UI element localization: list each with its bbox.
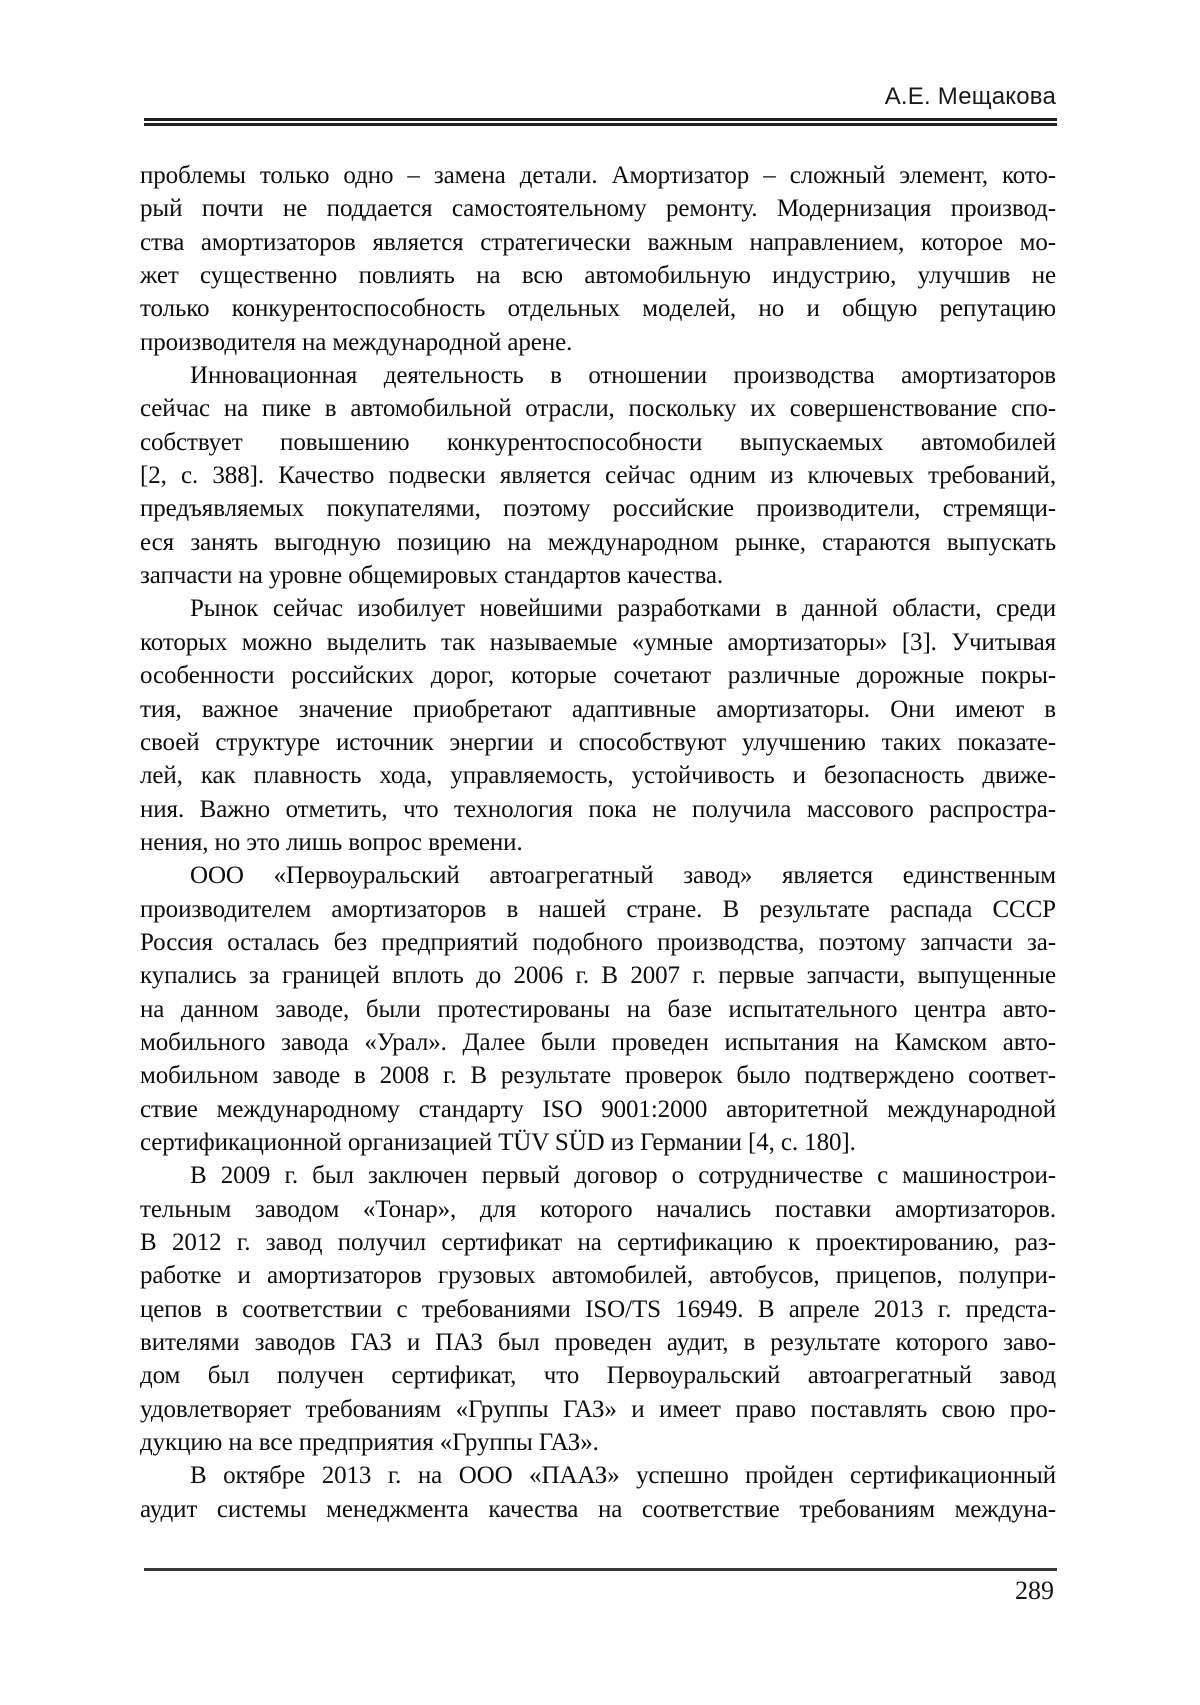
paragraph [140, 859, 1056, 1159]
text-line: рый почти не поддается самостоятельному ремонту. Модернизация производ- [140, 195, 1056, 223]
page-header [140, 84, 1056, 110]
text-line: мобильного завода «Урал». Далее были проведен испытания на Камском авто- [140, 1028, 1056, 1056]
text-line: жет существенно повлиять на всю автомобильную индустрию, улучшив не [140, 262, 1056, 290]
text-line: производителя на международной арене. [140, 328, 573, 356]
text-line: которых можно выделить так называемые «умные амортизаторы» [3]. Учитывая [140, 628, 1056, 656]
text-line: ства амортизаторов является стратегически важным направлением, которое мо- [140, 228, 1056, 256]
text-line: еся занять выгодную позицию на международном рынке, стараются выпускать [140, 528, 1056, 556]
paragraph [140, 1459, 1056, 1526]
text-line: Рынок сейчас изобилует новейшими разработками в данной области, среди [190, 595, 1056, 623]
text-line: особенности российских дорог, которые сочетают различные дорожные покры- [140, 662, 1056, 690]
text-line: В октябре 2013 г. на ООО «ПААЗ» успешно пройден сертификационный [190, 1462, 1056, 1490]
text-line: [2, с. 388]. Качество подвески является сейчас одним из ключевых требований, [140, 462, 1056, 490]
text-line: сейчас на пике в автомобильной отрасли, поскольку их совершенствование спо- [140, 395, 1056, 423]
text-line: вителями заводов ГАЗ и ПАЗ был проведен аудит, в результате которого заво- [140, 1329, 1056, 1357]
author-name: А.Е. Мещакова [884, 83, 1056, 110]
text-line: удовлетворяет требованиям «Группы ГАЗ» и имеет право поставлять свою про- [140, 1395, 1056, 1423]
text-line: предъявляемых покупателями, поэтому российские производители, стремящи- [140, 495, 1056, 523]
text-line: собствует повышению конкурентоспособности выпускаемых автомобилей [140, 428, 1056, 456]
text-line: В 2009 г. был заключен первый договор о сотрудничестве с машинострои- [190, 1162, 1056, 1190]
text-line: производителем амортизаторов в нашей стране. В результате распада СССР [140, 895, 1056, 923]
text-line: дом был получен сертификат, что Первоуральский автоагрегатный завод [140, 1362, 1056, 1390]
text-line: ния. Важно отметить, что технология пока не получила массового распростра- [140, 795, 1056, 823]
text-line: ствие международному стандарту ISO 9001:2000 авторитетной международной [140, 1095, 1056, 1123]
text-line: лей, как плавность хода, управляемость, устойчивость и безопасность движе- [140, 762, 1056, 790]
body-text [140, 159, 1056, 1526]
footer-rule [144, 1568, 1057, 1571]
text-line: купались за границей вплоть до 2006 г. В 2007 г. первые запчасти, выпущенные [140, 962, 1056, 990]
text-line: мобильном заводе в 2008 г. В результате проверок было подтверждено соответ- [140, 1062, 1056, 1090]
page-number: 289 [1015, 1576, 1054, 1605]
text-line: Инновационная деятельность в отношении производства амортизаторов [190, 362, 1056, 390]
text-line: проблемы только одно – замена детали. Амортизатор – сложный элемент, кото- [140, 162, 1056, 189]
paragraph [140, 1159, 1056, 1459]
text-line: запчасти на уровне общемировых стандартов качества. [140, 562, 724, 590]
paragraph [140, 359, 1056, 592]
text-line: сертификационной организацией TÜV SÜD из Германии [4, с. 180]. [140, 1128, 856, 1156]
text-line: В 2012 г. завод получил сертификат на сертификацию к проектированию, раз- [140, 1229, 1056, 1256]
text-line: только конкурентоспособность отдельных моделей, но и общую репутацию [140, 295, 1056, 323]
text-line: аудит системы менеджмента качества на соответствие требованиям междуна- [140, 1495, 1056, 1523]
text-line: цепов в соответствии с требованиями ISO/TS 16949. В апреле 2013 г. предста- [140, 1295, 1056, 1323]
paragraph [140, 159, 1056, 359]
paragraph [140, 592, 1056, 859]
text-line: тельным заводом «Тонар», для которого начались поставки амортизаторов. [140, 1195, 1056, 1223]
text-line: нения, но это лишь вопрос времени. [140, 828, 523, 856]
text-line: своей структуре источник энергии и способствуют улучшению таких показате- [140, 728, 1056, 756]
text-line: Россия осталась без предприятий подобного производства, поэтому запчасти за- [140, 928, 1056, 956]
text-line: дукцию на все предприятия «Группы ГАЗ». [140, 1429, 599, 1457]
text-line: на данном заводе, были протестированы на базе испытательного центра авто- [140, 995, 1056, 1023]
header-rule [144, 118, 1057, 126]
text-line: работке и амортизаторов грузовых автомобилей, автобусов, прицепов, полупри- [140, 1262, 1056, 1290]
text-line: ООО «Первоуральский автоагрегатный завод» является единственным [190, 862, 1056, 890]
text-line: тия, важное значение приобретают адаптивные амортизаторы. Они имеют в [140, 695, 1056, 723]
